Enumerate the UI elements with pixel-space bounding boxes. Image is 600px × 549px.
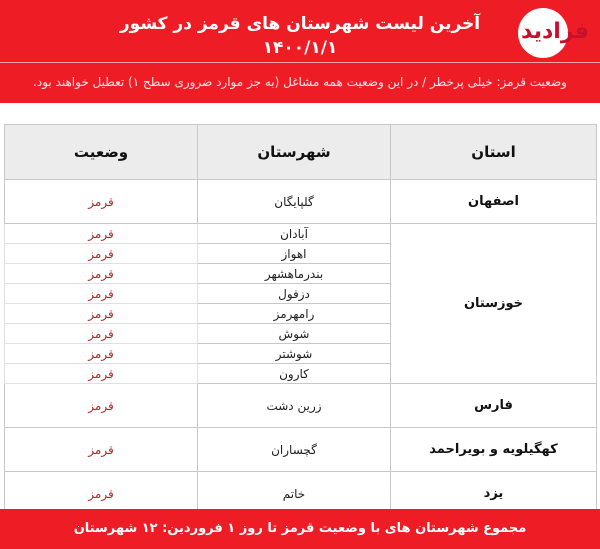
logo-text: فرادید	[521, 19, 589, 44]
status-cell: قرمز	[5, 284, 198, 304]
city-cell: گلپایگان	[198, 180, 391, 224]
city-cell: خاتم	[198, 472, 391, 516]
city-cell: دزفول	[198, 284, 391, 304]
city-cell: گچساران	[198, 428, 391, 472]
title-bar	[0, 0, 600, 62]
status-cell: قرمز	[5, 180, 198, 224]
city-cell: رامهرمز	[198, 304, 391, 324]
column-header-status: وضعیت	[5, 125, 198, 180]
table-row	[5, 180, 597, 224]
city-cell: زرین دشت	[198, 384, 391, 428]
status-cell: قرمز	[5, 224, 198, 244]
status-cell: قرمز	[5, 244, 198, 264]
footer-summary: مجموع شهرستان های با وضعیت قرمز تا روز ۱ فروردین: ۱۲ شهرستان	[73, 521, 527, 536]
column-header-city: شهرستان	[198, 125, 391, 180]
logo	[512, 6, 598, 60]
page-title: آخرین لیست شهرستان های قرمز در کشور ۱۴۰۰/۱/۱	[119, 14, 481, 58]
city-cell: شوشتر	[198, 344, 391, 364]
city-cell: آبادان	[198, 224, 391, 244]
footer-bar	[0, 509, 600, 549]
province-cell: کهگیلویه و بویراحمد	[391, 428, 597, 472]
table-body	[5, 180, 597, 516]
province-cell: خوزستان	[391, 224, 597, 384]
status-cell: قرمز	[5, 428, 198, 472]
status-cell: قرمز	[5, 472, 198, 516]
table-row	[5, 384, 597, 428]
city-cell: اهواز	[198, 244, 391, 264]
status-cell: قرمز	[5, 304, 198, 324]
table-header-row	[5, 125, 597, 180]
province-cell: یزد	[391, 472, 597, 516]
status-cell: قرمز	[5, 344, 198, 364]
column-header-province: استان	[391, 125, 597, 180]
status-cell: قرمز	[5, 364, 198, 384]
status-cell: قرمز	[5, 324, 198, 344]
city-cell: کارون	[198, 364, 391, 384]
city-cell: بندرماهشهر	[198, 264, 391, 284]
status-cell: قرمز	[5, 264, 198, 284]
province-cell: فارس	[391, 384, 597, 428]
red-cities-table	[4, 124, 597, 516]
status-cell: قرمز	[5, 384, 198, 428]
city-cell: شوش	[198, 324, 391, 344]
table-row	[5, 428, 597, 472]
subtitle-bar	[0, 62, 600, 103]
table-row	[5, 224, 597, 244]
status-description: وضعیت قرمز: خیلی پرخطر / در این وضعیت همه مشاغل (به جز موارد ضروری سطح ۱) تعطیل خواهند بود.	[33, 75, 567, 89]
province-cell: اصفهان	[391, 180, 597, 224]
